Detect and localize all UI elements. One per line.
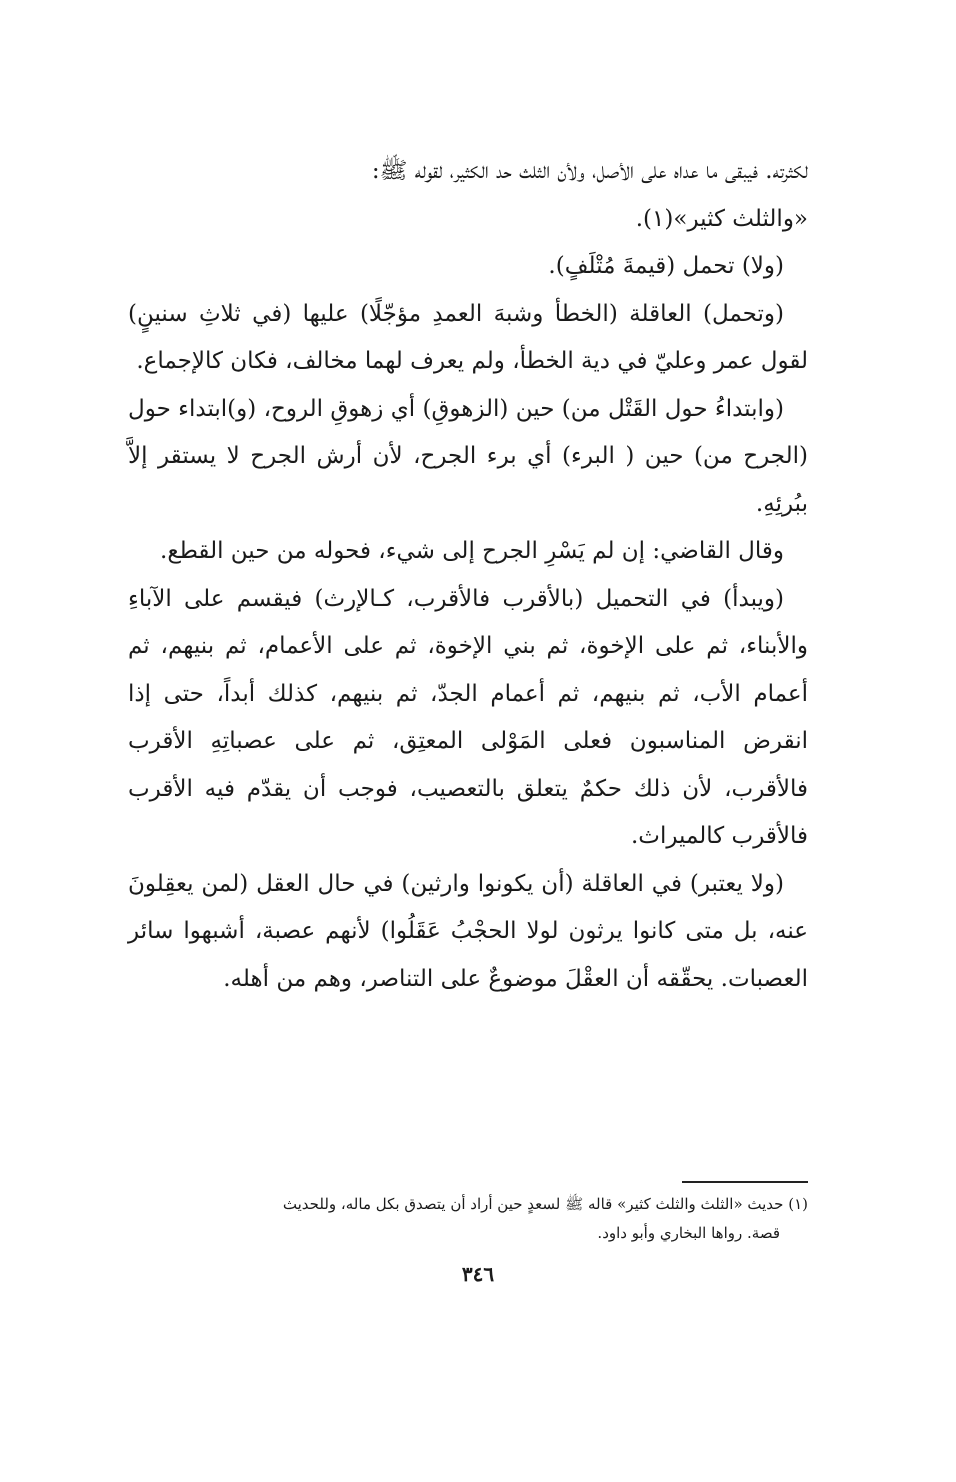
footnote-1-line-2: قصة. رواها البخاري وأبو داود. (597, 1224, 780, 1242)
footnotes (128, 1190, 808, 1248)
paragraph-4: (وابتداءُ حول القَتْل من) حين (الزهوقِ) أي زهوقِ الروح، (و)ابتداء حول (الجرح من) حين ( البرء) أي برء الجرح، لأن أرش الجرح لا يستقر إلاَّ ببُرئِهِ. (128, 395, 808, 517)
paragraph-1 (128, 148, 808, 243)
paragraph-3: (وتحمل) العاقلة (الخطأ وشبهَ العمدِ مؤجّلًا) عليها (في ثلاثِ سنينٍ) لقول عمر وعليّ في دية الخطأ، ولم يعرف لهما مخالف، فكان كالإجماع. (128, 300, 808, 374)
footnote-separator (682, 1181, 808, 1183)
paragraph-7: (ولا يعتبر) في العاقلة (أن يكونوا وارثين) في حال العقل (لمن يعقِلونَ عنه، بل متى كانوا يرثون لولا الحجْبُ عَقَلُوا) لأنهم عصبة، أشبهوا سائر العصبات. يحقّقه أن العقْلَ موضوعٌ على التناصر، وهم من أهله. (128, 870, 808, 992)
paragraph-1-line-2: «والثلث كثير»(١). (635, 205, 808, 232)
paragraph-1-line-1: لكثرته. فيبقى ما عداه على الأصل، ولأن الثلث حد الكثير، لقوله ﷺ: (371, 158, 808, 184)
paragraph-2: (ولا) تحمل (قيمةَ مُتْلَفٍ). (548, 253, 784, 279)
main-body-text (128, 148, 808, 1003)
footnote-1-line-1: (١) حديث «الثلث والثلث كثير» قاله ﷺ لسعدٍ حين أراد أن يتصدق بكل ماله، وللحديث (282, 1195, 808, 1213)
page-number: ٣٤٦ (461, 1262, 495, 1286)
paragraph-6: (ويبدأ) في التحميل (بالأقرب فالأقرب، كـالإرث) فيقسم على الآباءِ والأبناء، ثم على الإخوة، ثم بني الإخوة، ثم على الأعمام، ثم بنيهم، ثم أعمام الأب، ثم بنيهم، ثم أعمام الجدّ، ثم بنيهم، كذلك أبداً، حتى إذا انقرض المناسبون فعلى المَوْلى المعتِق، ثم على عصباتِهِ الأقرب فالأقرب، لأن ذلك حكمٌ يتعلق بالتعصيب، فوجب أن يقدّم فيه الأقرب فالأقرب كالميراث. (128, 585, 808, 849)
paragraph-5: وقال القاضي: إن لم يَسْرِ الجرح إلى شيء، فحوله من حين القطع. (160, 538, 784, 564)
